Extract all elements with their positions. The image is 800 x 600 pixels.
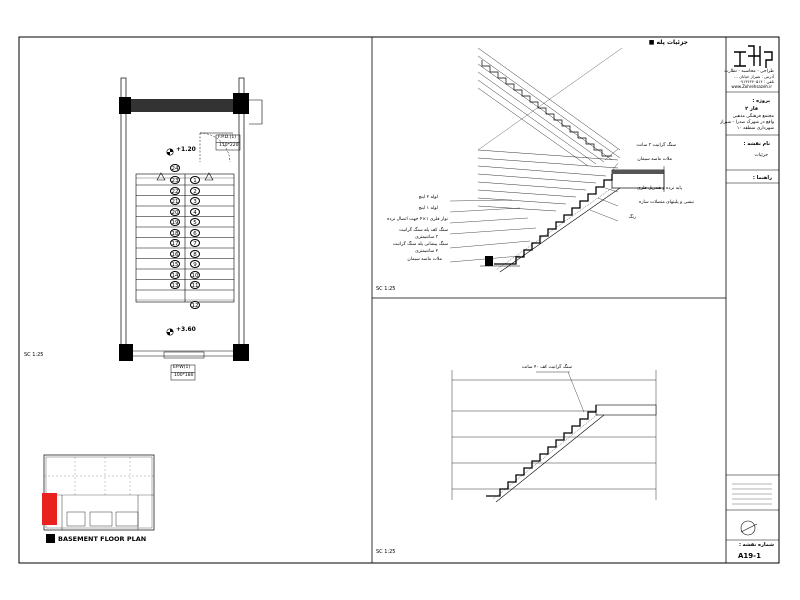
step-number: 17 xyxy=(171,241,179,247)
note-left-7: ۲ سانتیمتری xyxy=(415,249,438,254)
plan-scale-label: SC 1:25 xyxy=(24,352,44,358)
step-number: 24 xyxy=(171,166,179,172)
step-number: 11 xyxy=(191,283,199,289)
column-br xyxy=(233,344,249,361)
sheet-name: جزئیات xyxy=(754,153,768,158)
note-right-5: رنگ xyxy=(628,215,636,220)
sheet-name-label: نام نقشه : xyxy=(743,141,770,147)
section-bottom-scale: SC 1:25 xyxy=(376,549,396,555)
stair-section-bottom xyxy=(452,370,656,502)
section-top-title: جزئیات پله ■ xyxy=(648,39,688,46)
bottom-flight-steps xyxy=(486,405,596,496)
stair-treads xyxy=(136,174,234,302)
note-left-2: لوله ۱ اینچ xyxy=(418,206,438,211)
level-marker-bottom xyxy=(167,329,173,335)
sheet-number: A19-1 xyxy=(738,552,761,560)
column-tl xyxy=(119,97,131,114)
note-right-2: ملات ماسه سیمان xyxy=(637,157,672,162)
note-right-3: پایه نرده و هندریل فلزی xyxy=(637,186,682,191)
wall-right xyxy=(239,78,244,360)
door-tag-bottom-line2: 100*180 xyxy=(174,373,194,378)
step-number: 9 xyxy=(190,260,200,268)
level-marker-top xyxy=(167,149,173,155)
firm-line-2: آدرس : شیراز خیابان ... xyxy=(734,74,774,79)
step-number: 12 xyxy=(191,303,199,309)
firm-line-1: طراحی - محاسبه - نظارت xyxy=(724,69,774,74)
note-right-4: نبشی و پلیتهای متصلات سازه xyxy=(639,200,694,205)
note-left-3: نوار فلزی ۱×۴ جهت اتصال نرده xyxy=(387,217,448,222)
project-line-2: واقع در شهرک صدرا - شیراز xyxy=(720,120,774,125)
step-number: 22 xyxy=(171,188,179,195)
key-plan-highlight xyxy=(42,493,57,525)
key-plan-label: BASEMENT FLOOR PLAN xyxy=(58,535,147,543)
step-number: 1 xyxy=(190,176,200,184)
section-top-scale: SC 1:25 xyxy=(376,286,396,292)
door-tag-bottom-line1: EP.W(1) xyxy=(173,365,191,370)
wall-left xyxy=(121,78,126,360)
note-right-1: سنگ گرانیت ۳ سانت xyxy=(636,143,676,148)
stair-section-top xyxy=(450,48,664,272)
project-phase: فاز ۲ xyxy=(745,106,758,112)
door-tag-top-line1: F.P.D.(1) xyxy=(218,135,237,140)
stair-plan xyxy=(119,78,262,380)
step-number: 23 xyxy=(171,178,179,184)
step-number: 5 xyxy=(190,218,200,226)
step-number: 10 xyxy=(191,272,199,279)
firm-logo xyxy=(734,46,772,68)
note-left-6: سنگ پیشانی پله سنگ گرانیت xyxy=(392,242,448,247)
step-number: 8 xyxy=(190,250,200,258)
guide-label: راهنما : xyxy=(752,175,772,181)
level-top-label: +1.20 xyxy=(176,146,196,153)
column-tr xyxy=(233,93,249,114)
step-number: 13 xyxy=(171,283,179,289)
firm-line-4: www.Zohrehsazeh.ir xyxy=(731,84,772,89)
step-number: 20 xyxy=(171,209,179,216)
step-number: 21 xyxy=(171,199,179,205)
step-number: 3 xyxy=(190,197,200,205)
key-plan-legend-swatch xyxy=(46,534,55,543)
note-left-8: ملات ماسه سیمان xyxy=(407,257,442,262)
beam-top xyxy=(130,99,234,112)
step-number: 7 xyxy=(190,239,200,247)
level-bottom-label: +3.60 xyxy=(176,326,196,333)
note-left-5: ۳ سانتیمتری xyxy=(415,235,438,240)
door-tag-top-line2: 110*220 xyxy=(219,143,239,148)
sheet-number-label: شماره نقشه : xyxy=(738,542,774,548)
step-number: 18 xyxy=(171,230,179,237)
project-line-1: مجتمع فرهنگی مذهبی xyxy=(732,114,774,119)
key-plan xyxy=(42,455,154,543)
project-line-3: شهرداری منطقه ۱۰ xyxy=(736,126,774,131)
column-bl xyxy=(119,344,133,361)
sheet-border xyxy=(19,37,779,563)
note-left-1: لوله ۲ اینچ xyxy=(418,195,438,200)
section-bottom-note: سنگ گرانیت کف ۴۰ سانت xyxy=(521,365,572,370)
step-number: 4 xyxy=(190,208,200,216)
step-number: 19 xyxy=(171,220,179,226)
project-label: پروژه : xyxy=(752,98,770,104)
note-left-4: سنگ کف پله سنگ گرانیت xyxy=(399,228,448,233)
step-number: 6 xyxy=(190,229,200,237)
step-number: 16 xyxy=(171,251,179,258)
north-arrow-icon xyxy=(741,521,755,535)
firm-line-3: تلفن : ۰۷۱۳۶۲۴۰۵۱۴ xyxy=(738,79,774,84)
step-number: 15 xyxy=(171,262,179,268)
step-number: 2 xyxy=(190,187,200,195)
step-number: 14 xyxy=(171,272,179,279)
